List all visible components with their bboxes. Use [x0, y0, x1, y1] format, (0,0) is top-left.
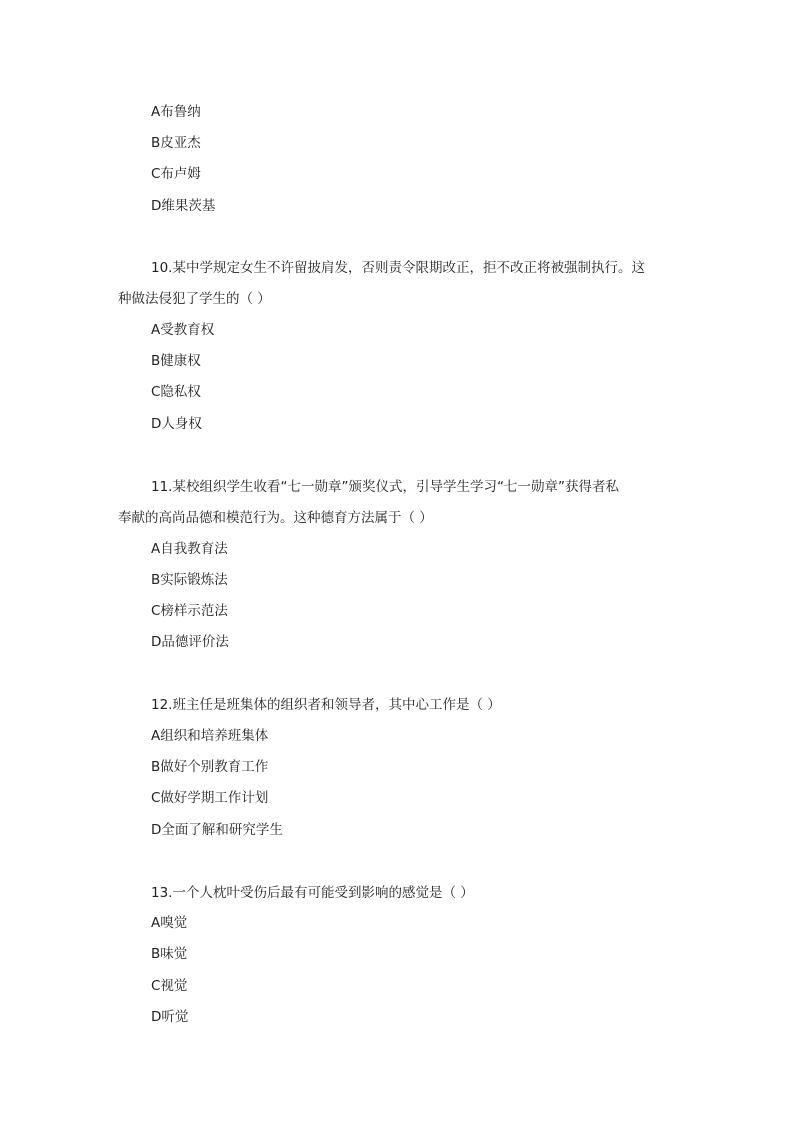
option-d: D听觉 [151, 1009, 189, 1025]
question-text-line1: 11.某校组织学生收看“七一勋章”颁奖仪式，引导学生学习“七一勋章”获得者私 [151, 479, 619, 495]
option-d: D品德评价法 [151, 634, 229, 650]
option-b: B健康权 [151, 353, 201, 369]
question-text-line2: 奉献的高尚品德和模范行为。这种德育方法属于（ ） [118, 510, 433, 526]
option-a: A受教育权 [151, 322, 215, 338]
option-b: B实际锻炼法 [151, 572, 228, 588]
option-b: B味觉 [151, 946, 188, 962]
question-text-line1: 12.班主任是班集体的组织者和领导者，其中心工作是（ ） [151, 697, 501, 713]
question-text-line1: 10.某中学规定女生不许留披肩发，否则责令限期改正，拒不改正将被强制执行。这 [151, 260, 645, 276]
option-b: B做好个别教育工作 [151, 759, 269, 775]
option-c: C视觉 [151, 978, 188, 994]
question-text-line2: 种做法侵犯了学生的（ ） [118, 291, 271, 307]
option-a: A组织和培养班集体 [151, 728, 269, 744]
option-b: B皮亚杰 [151, 135, 201, 151]
option-a: A嗅觉 [151, 915, 188, 931]
option-c: C布卢姆 [151, 166, 201, 182]
option-a: A布鲁纳 [151, 104, 201, 120]
question-text-line1: 13.一个人枕叶受伤后最有可能受到影响的感觉是（ ） [151, 885, 474, 901]
option-d: D全面了解和研究学生 [151, 822, 283, 838]
option-d: D人身权 [151, 416, 202, 432]
option-a: A自我教育法 [151, 541, 228, 557]
option-c: C榜样示范法 [151, 603, 228, 619]
option-c: C做好学期工作计划 [151, 790, 269, 806]
option-d: D维果茨基 [151, 198, 216, 214]
option-c: C隐私权 [151, 384, 201, 400]
